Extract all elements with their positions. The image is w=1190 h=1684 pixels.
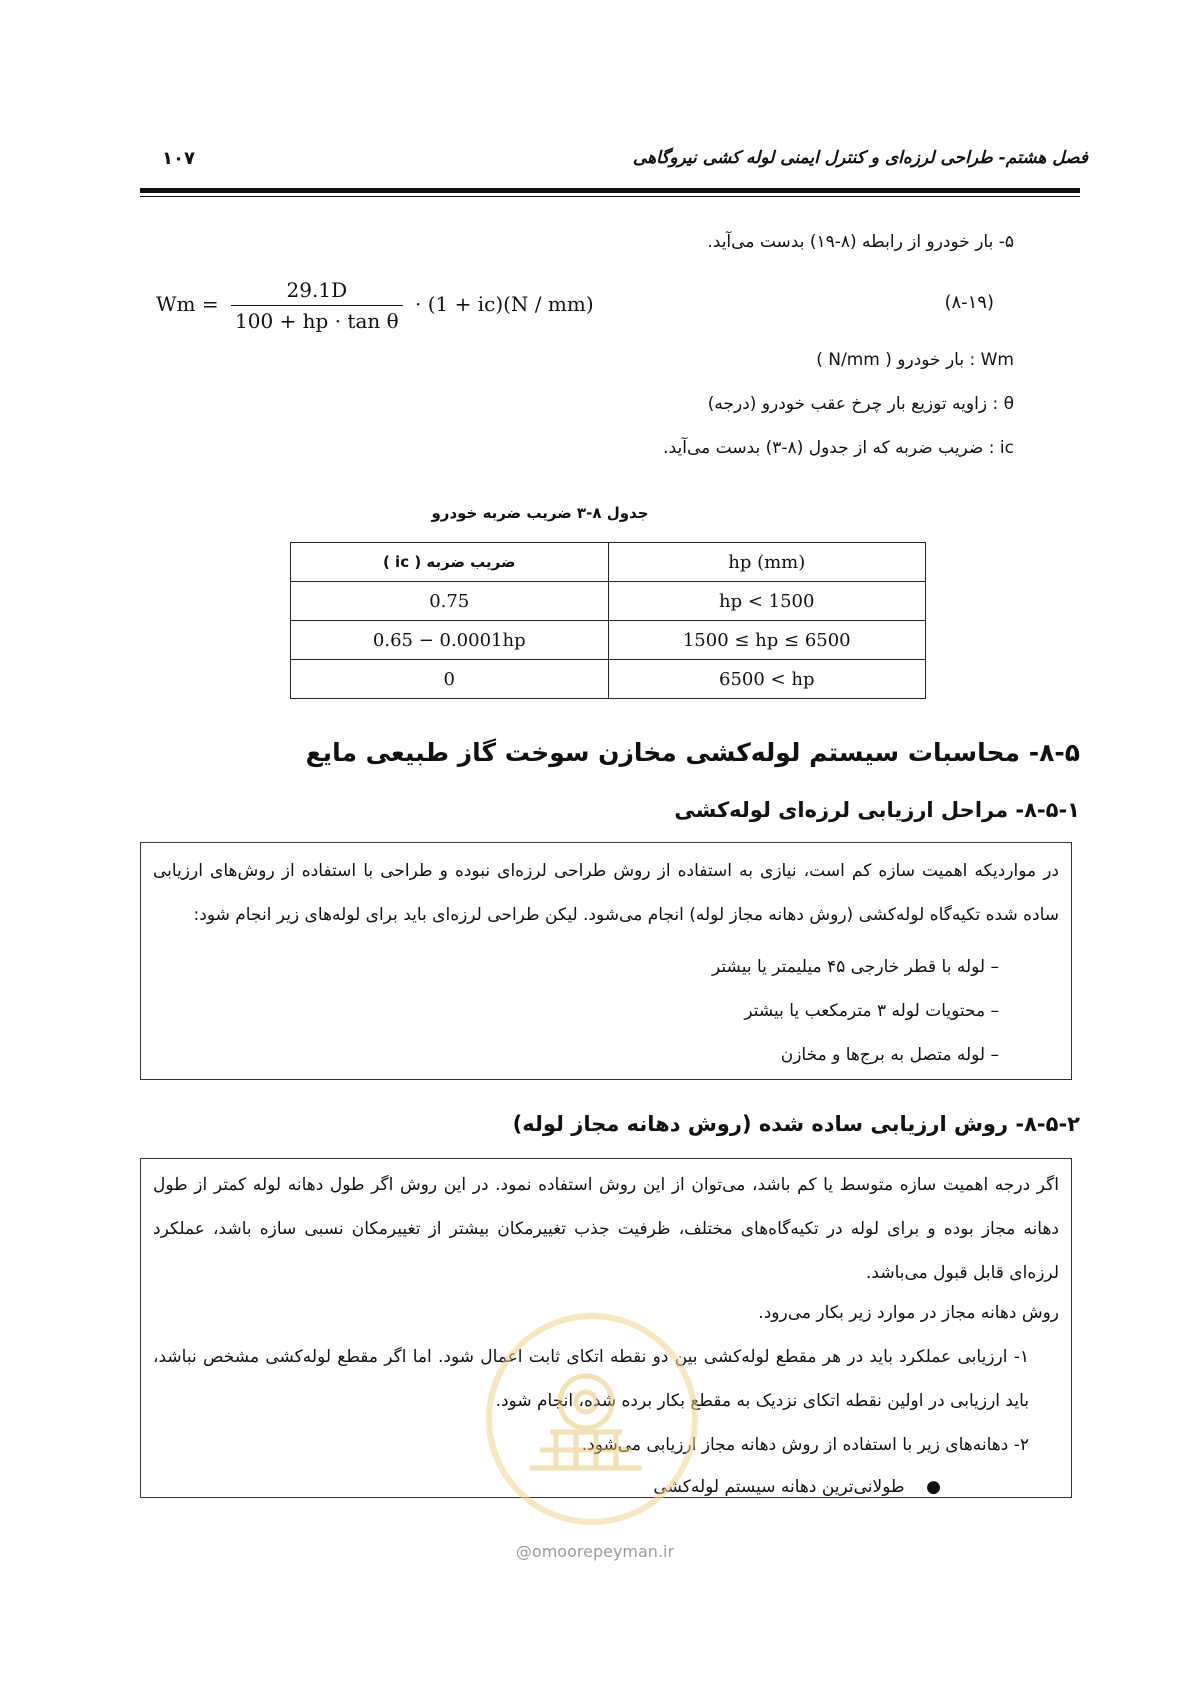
- table-cell: 1500 ≤ hp ≤ 6500: [608, 621, 926, 660]
- gear-emblem-icon: [520, 1350, 652, 1478]
- numbered-item-1: ۱- ارزیابی عملکرد باید در هر مقطع لوله‌کشی بین دو نقطه اتکای ثابت اعمال شود. اما اگر مقطع لوله‌کشی مشخص نباشد، باید ارزیابی در اولین نقطه اتکای نزدیک به مقطع بکار برده شده، انجام شود.: [153, 1347, 1029, 1411]
- page-number: ۱۰۷: [162, 148, 195, 169]
- table-cell: 6500 < hp: [608, 660, 926, 699]
- table-header-impact-factor: ضریب ضربه ( ic ): [291, 543, 609, 582]
- equation-number: (۸-۱۹): [944, 292, 994, 313]
- section-heading: ۸-۵- محاسبات سیستم لوله‌کشی مخازن سوخت گاز طبیعی مایع: [305, 738, 1080, 767]
- equation-fraction: [231, 278, 403, 333]
- definition-theta: θ : زاویه توزیع بار چرخ عقب خودرو (درجه): [707, 394, 1014, 414]
- equation-lhs: Wm =: [156, 292, 219, 316]
- list-item: – لوله با قطر خارجی ۴۵ میلیمتر یا بیشتر: [712, 957, 999, 977]
- table-cell: 0: [291, 660, 609, 699]
- equation-denominator: 100 + hp · tan θ: [235, 309, 399, 333]
- impact-factor-table: [290, 542, 926, 699]
- subsection-heading: ۸-۵-۲- روش ارزیابی ساده شده (روش دهانه مجاز لوله): [512, 1112, 1080, 1136]
- header-rule-thick: [140, 188, 1080, 193]
- table-caption: جدول ۸-۳ ضریب ضربه خودرو: [431, 504, 649, 522]
- table-cell: 0.65 − 0.0001hp: [291, 621, 609, 660]
- box-paragraph: در مواردیکه اهمیت سازه کم است، نیازی به استفاده از روش طراحی لرزه‌ای نبوده و طراحی با استفاده از روش‌های ارزیابی ساده شده تکیه‌گاه لوله‌کشی (روش دهانه مجاز لوله) انجام می‌شود. لیکن طراحی لرزه‌ای باید برای لوله‌های زیر انجام شود:: [153, 861, 1059, 925]
- list-item: – محتویات لوله ۳ مترمکعب یا بیشتر: [744, 1001, 999, 1021]
- bullet-icon: ●: [904, 1477, 941, 1497]
- definition-wm: Wm : بار خودرو ( N/mm ): [816, 350, 1014, 370]
- table-header-hp: hp (mm): [608, 543, 926, 582]
- table-row: [291, 582, 926, 621]
- table-header-row: [291, 543, 926, 582]
- table-row: [291, 621, 926, 660]
- definition-ic: ic : ضریب ضربه که از جدول (۸-۳) بدست می‌آید.: [663, 438, 1014, 458]
- bullet-text: طولانی‌ترین دهانه سیستم لوله‌کشی: [653, 1477, 905, 1497]
- table-cell: 0.75: [291, 582, 609, 621]
- watermark-url: @omoorepeyman.ir: [515, 1542, 675, 1561]
- list-item: – لوله متصل به برج‌ها و مخازن: [780, 1045, 999, 1065]
- box-paragraph: اگر درجه اهمیت سازه متوسط یا کم باشد، می‌توان از این روش استفاده نمود. در این روش اگر طول دهانه لوله کمتر از طول دهانه مجاز بوده و برای لوله در تکیه‌گاه‌های مختلف، ظرفیت جذب تغییرمکان بیشتر از تغییرمکان نسبی سازه باشد، عملکرد لرزه‌ای قابل قبول می‌باشد.: [153, 1175, 1059, 1283]
- table-cell: hp < 1500: [608, 582, 926, 621]
- equation: [156, 278, 594, 333]
- equation-numerator: 29.1D: [231, 278, 403, 306]
- chapter-title: فصل هشتم- طراحی لرزه‌ای و کنترل ایمنی لوله کشی نیروگاهی: [632, 148, 1088, 168]
- seismic-steps-box: [140, 842, 1072, 1080]
- equation-rhs: · (1 + ic)(N / mm): [415, 292, 594, 316]
- subsection-heading: ۸-۵-۱- مراحل ارزیابی لرزه‌ای لوله‌کشی: [674, 798, 1080, 822]
- intro-line: ۵- بار خودرو از رابطه (۸-۱۹) بدست می‌آید.: [707, 232, 1014, 252]
- table-row: [291, 660, 926, 699]
- numbered-item-2: ۲- دهانه‌های زیر با استفاده از روش دهانه مجاز ارزیابی می‌شود.: [581, 1435, 1029, 1455]
- usage-line: روش دهانه مجاز در موارد زیر بکار می‌رود.: [758, 1303, 1059, 1323]
- header-rule-thin: [140, 196, 1080, 197]
